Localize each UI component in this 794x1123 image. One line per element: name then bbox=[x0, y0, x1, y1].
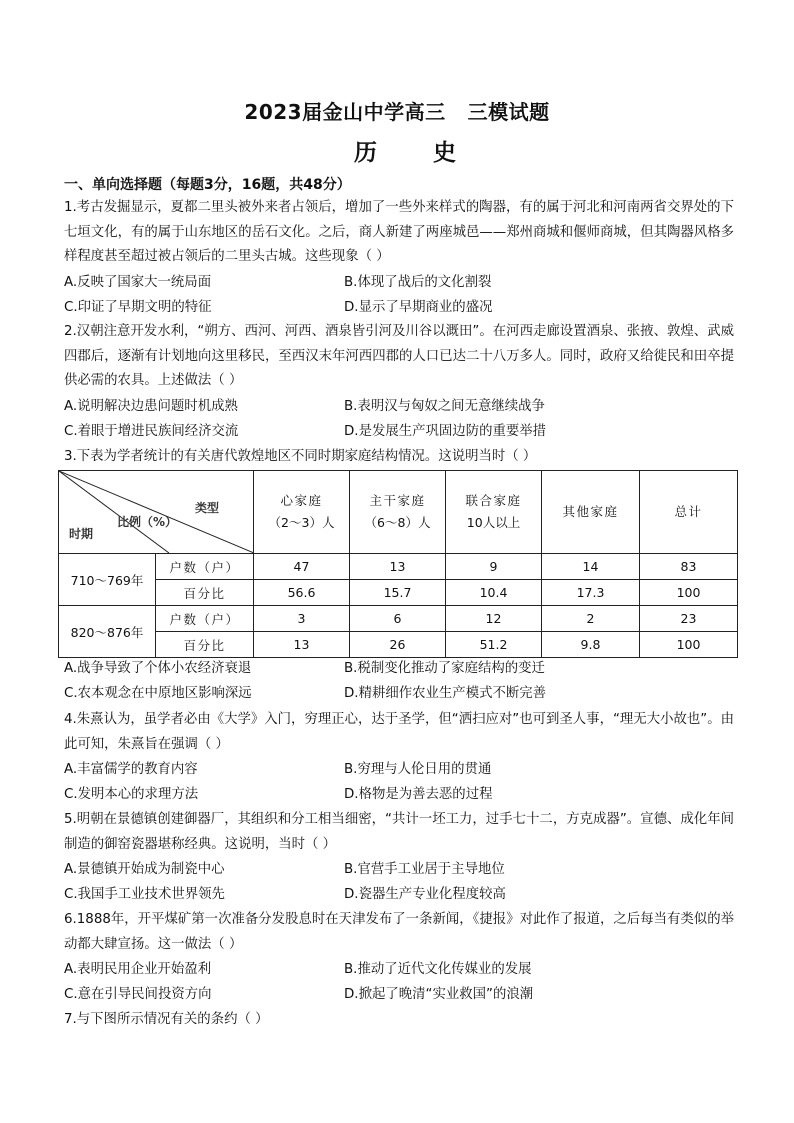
period-cell: 820～876年 bbox=[59, 606, 156, 658]
question-6-option-c[interactable]: C.意在引导民间投资方向 bbox=[64, 987, 212, 1002]
column-header-line1: 心家庭 bbox=[280, 493, 323, 508]
table-row bbox=[59, 580, 738, 606]
table-cell: 26 bbox=[350, 632, 446, 658]
row-label: 百分比 bbox=[156, 580, 254, 606]
question-6-stem: 6.1888年，开平煤矿第一次准备分发股息时在天津发布了一条新闻，《捷报》对此作了报道，之后每当有类似的举动都大肆宣扬。这一做法（ ） bbox=[64, 912, 734, 952]
table-cell: 2 bbox=[542, 606, 640, 632]
subject-title: 历 史 bbox=[353, 140, 480, 166]
table-row bbox=[59, 554, 738, 580]
table-cell: 6 bbox=[350, 606, 446, 632]
question-6-option-d[interactable]: D.掀起了晚清“实业救国”的浪潮 bbox=[344, 987, 534, 1002]
column-header-line1: 主干家庭 bbox=[369, 493, 426, 508]
question-1-option-c[interactable]: C.印证了早期文明的特征 bbox=[64, 300, 212, 315]
table-cell: 17.3 bbox=[542, 580, 640, 606]
table-row bbox=[59, 606, 738, 632]
column-header-line2: （6～8）人 bbox=[364, 515, 431, 530]
table-cell: 56.6 bbox=[254, 580, 350, 606]
table-corner-cell bbox=[59, 471, 254, 554]
column-header-line2: （2～3）人 bbox=[268, 515, 335, 530]
column-header-nuclear bbox=[254, 471, 350, 554]
column-header-line1: 其他家庭 bbox=[562, 504, 619, 519]
question-4-stem: 4.朱熹认为，虽学者必由《大学》入门，穷理正心，达于圣学，但“洒扫应对”也可到圣人事，“理无大小故也”。由此可知，朱熹旨在强调（ ） bbox=[64, 712, 734, 752]
question-2-option-c[interactable]: C.着眼于增进民族间经济交流 bbox=[64, 424, 239, 439]
question-4-option-b[interactable]: B.穷理与人伦日用的贯通 bbox=[344, 762, 492, 777]
question-3-option-c[interactable]: C.农本观念在中原地区影响深远 bbox=[64, 686, 252, 701]
table-cell: 83 bbox=[640, 554, 738, 580]
column-header-total bbox=[640, 471, 738, 554]
question-3-stem: 3.下表为学者统计的有关唐代敦煌地区不同时期家庭结构情况。这说明当时（ ） bbox=[64, 449, 537, 464]
table-cell: 51.2 bbox=[446, 632, 542, 658]
table-cell: 3 bbox=[254, 606, 350, 632]
corner-period-label: 时期 bbox=[69, 527, 94, 541]
question-1-stem: 1.考古发掘显示，夏都二里头被外来者占领后，增加了一些外来样式的陶器，有的属于河北和河南两省交界处的下七垣文化，有的属于山东地区的岳石文化。之后，商人新建了两座城邑——郑州商城和偃师商城，但其陶器风格多样程度甚至超过被占领后的二里头古城。这些现象（ ） bbox=[64, 200, 734, 264]
question-3-option-b[interactable]: B.税制变化推动了家庭结构的变迁 bbox=[344, 661, 545, 676]
question-6-option-b[interactable]: B.推动了近代文化传媒业的发展 bbox=[344, 962, 532, 977]
family-structure-table bbox=[58, 470, 738, 658]
column-header-joint bbox=[446, 471, 542, 554]
table-row bbox=[59, 632, 738, 658]
question-1-option-a[interactable]: A.反映了国家大一统局面 bbox=[64, 275, 212, 290]
question-1-option-b[interactable]: B.体现了战后的文化割裂 bbox=[344, 275, 492, 290]
table-cell: 13 bbox=[350, 554, 446, 580]
question-2-option-d[interactable]: D.是发展生产巩固边防的重要举措 bbox=[344, 424, 547, 439]
table-cell: 10.4 bbox=[446, 580, 542, 606]
table-cell: 9.8 bbox=[542, 632, 640, 658]
table-cell: 13 bbox=[254, 632, 350, 658]
exam-title bbox=[0, 96, 794, 125]
question-4-option-a[interactable]: A.丰富儒学的教育内容 bbox=[64, 762, 198, 777]
question-6-option-a[interactable]: A.表明民用企业开始盈利 bbox=[64, 962, 212, 977]
question-5-option-a[interactable]: A.景德镇开始成为制瓷中心 bbox=[64, 862, 225, 877]
table-cell: 47 bbox=[254, 554, 350, 580]
question-1-option-d[interactable]: D.显示了早期商业的盛况 bbox=[344, 300, 493, 315]
table-cell: 9 bbox=[446, 554, 542, 580]
section-heading: 一、单向选择题（每题3分，16题，共48分） bbox=[64, 177, 351, 193]
row-label: 户数（户） bbox=[156, 554, 254, 580]
question-4-option-d[interactable]: D.格物是为善去恶的过程 bbox=[344, 787, 493, 802]
column-header-other bbox=[542, 471, 640, 554]
table-cell: 15.7 bbox=[350, 580, 446, 606]
question-4-option-c[interactable]: C.发明本心的求理方法 bbox=[64, 787, 199, 802]
question-2-option-b[interactable]: B.表明汉与匈奴之间无意继续战争 bbox=[344, 399, 545, 414]
table-header-row bbox=[59, 471, 738, 554]
row-label: 百分比 bbox=[156, 632, 254, 658]
question-5-option-c[interactable]: C.我国手工业技术世界领先 bbox=[64, 887, 225, 902]
exam-title-school: 2023届金山中学高三 bbox=[244, 100, 446, 124]
table-cell: 14 bbox=[542, 554, 640, 580]
corner-type-label: 类型 bbox=[195, 501, 220, 515]
question-5-option-b[interactable]: B.官营手工业居于主导地位 bbox=[344, 862, 505, 877]
table-cell: 12 bbox=[446, 606, 542, 632]
exam-title-kind: 三模试题 bbox=[467, 100, 550, 124]
table-cell: 100 bbox=[640, 580, 738, 606]
row-label: 户数（户） bbox=[156, 606, 254, 632]
period-cell: 710～769年 bbox=[59, 554, 156, 606]
question-5-option-d[interactable]: D.瓷器生产专业化程度较高 bbox=[344, 887, 506, 902]
question-3-option-d[interactable]: D.精耕细作农业生产模式不断完善 bbox=[344, 686, 547, 701]
question-2-stem: 2.汉朝注意开发水利，“朔方、西河、河西、酒泉皆引河及川谷以溉田”。在河西走廊设置酒泉、张掖、敦煌、武威四郡后，逐渐有计划地向这里移民，至西汉末年河西四郡的人口已达二十八万多人。同时，政府又给徙民和田卒提供必需的农具。上述做法（ ） bbox=[64, 324, 734, 388]
table-cell: 23 bbox=[640, 606, 738, 632]
column-header-line1: 联合家庭 bbox=[465, 493, 522, 508]
question-2-option-a[interactable]: A.说明解决边患问题时机成熟 bbox=[64, 399, 238, 414]
question-7-stem: 7.与下图所示情况有关的条约（ ） bbox=[64, 1012, 269, 1027]
column-header-line2: 10人以上 bbox=[466, 515, 521, 530]
table-cell: 100 bbox=[640, 632, 738, 658]
column-header-stem bbox=[350, 471, 446, 554]
column-header-line1: 总计 bbox=[674, 504, 703, 519]
question-5-stem: 5.明朝在景德镇创建御器厂，其组织和分工相当细密，“共计一坯工力，过手七十二，方克成器”。宣德、成化年间制造的御窑瓷器堪称经典。这说明，当时（ ） bbox=[64, 812, 734, 852]
question-3-option-a[interactable]: A.战争导致了个体小农经济衰退 bbox=[64, 661, 252, 676]
corner-ratio-label: 比例（%） bbox=[117, 515, 178, 529]
